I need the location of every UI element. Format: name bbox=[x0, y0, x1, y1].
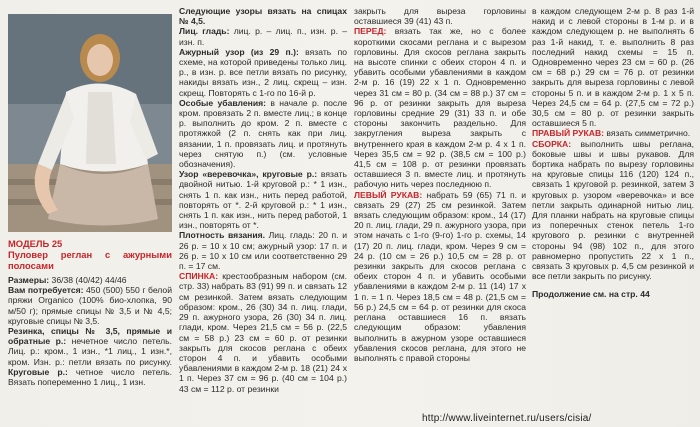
stockinette-label: Лиц. гладь: bbox=[179, 26, 230, 37]
sizes-paragraph bbox=[8, 275, 172, 285]
rope-value: вязать двойной нитью. 1-й круговой р.: * 1 изн., снять 1 п. как изн., нить перед работой, повторять от *. 2-й круговой р.: * 1 изн., снять 1 п. как изн., нить перед работой, 1 изн., повторять от *. bbox=[179, 169, 347, 231]
gauge-value: Лиц. гладь: 20 п. и 26 р. = 10 х 10 см; ажурный узор: 17 п. и 26 р. = 10 х 10 см или соответственно 29 п. = 17 см. bbox=[179, 230, 347, 272]
front-label: ПЕРЕД: bbox=[354, 26, 387, 37]
round-label: Круговые р.: bbox=[8, 366, 68, 377]
back-paragraph bbox=[179, 271, 347, 393]
gauge-paragraph bbox=[179, 230, 347, 271]
materials-label: Вам потребуется: bbox=[8, 285, 84, 296]
lace-label: Ажурный узор (из 29 п.): bbox=[179, 46, 299, 57]
rib-value: нечетное число петель. Лиц. р.: кром., 1 изн., *1 лиц., 1 изн.*, кром. Изн. р.: петли вязать по рисунку. bbox=[8, 336, 172, 367]
left-sleeve-paragraph bbox=[354, 190, 526, 363]
rope-paragraph bbox=[179, 169, 347, 230]
decrease-paragraph bbox=[179, 98, 347, 169]
rib-paragraph bbox=[8, 326, 172, 387]
watermark-url: http://www.liveinternet.ru/users/cisia/ bbox=[422, 413, 592, 424]
materials-paragraph bbox=[8, 285, 172, 326]
rope-label: Узор «веревочка», круговые р.: bbox=[179, 169, 318, 180]
front-value: вязать так же, но с более короткими скосами реглана и с вырезом горловины. Для скосов реглана закрыть на высоте спинки с обеих сторон 4 п. и убавить особыми убавлениями в каждом 2-м р. 16 (19) 22 х 1 п. Одновременно через 31 см = 80 р. (34 см = 88 р.) 37 см = 96 р. от резинки закрыть для выреза горловины средние 29 (31) 33 п. и обе стороны закончить раздельно. Для закругления выреза закрыть с внутреннего края в каждом 2-м р. 4 х 1 п. Через 35,5 см = 92 р. (38,5 см = 100 р.) 41,5 см = 108 р. от резинки провязать оставшиеся 3 п. вместе лиц. и протянуть рабочую нить через последнюю п. bbox=[354, 26, 526, 190]
decrease-label: Особые убавления: bbox=[179, 97, 266, 108]
assembly-label: СБОРКА: bbox=[532, 138, 572, 149]
column-4 bbox=[532, 6, 694, 300]
model-title: МОДЕЛЬ 25 bbox=[8, 238, 63, 249]
right-sleeve-paragraph bbox=[532, 128, 694, 138]
left-sleeve-value: набрать 59 (65) 71 п. и связать 29 (27) 25 см резинкой. Затем вязать следующим образом: кром., 14 (17) 20 п. лиц. глади, 29 п. ажурного узора, при этом начать с 1-го (9-го) 1-го р. схемы, 14 (17) 20 п. лиц. глади, кром. Через 9 см = 24 р. (10 см = 26 р.) 10,5 см = 28 р. от резинки закрыть для скосов реглана с обеих сторон 4 п. и убавить особыми убавлениями в каждом 2-м р. 11 (14) 17 х 1 п. = 1 п. Через 18,5 см = 48 р. (21,5 см = 56 р.) 24,5 см = 64 р. от резинки для скоса реглана оставшиеся 16 п. вязать следующим образом: убавления выполнить в ажурном узоре оставшиеся убавления скосов реглана, для этого не выполнять с правой стороны bbox=[354, 189, 526, 363]
model-photo bbox=[8, 14, 172, 232]
round-value: четное число петель. Вязать попеременно 1 лиц., 1 изн. bbox=[8, 366, 172, 388]
patterns-intro: Следующие узоры вязать на спицах № 4,5. bbox=[179, 6, 347, 27]
back-continued: закрыть для выреза горловины оставшиеся 39 (41) 43 п. bbox=[354, 6, 526, 27]
stockinette-value: лиц. р. – лиц. п., изн. р. – изн. п. bbox=[179, 26, 347, 47]
model-photo-illustration bbox=[8, 14, 172, 232]
lace-paragraph bbox=[179, 47, 347, 98]
back-label: СПИНКА: bbox=[179, 271, 219, 282]
assembly-value: выполнить швы реглана, боковые швы и швы рукавов. Для бортика набрать по вырезу горловины на круговые спицы 116 (120) 124 п., связать 1 круговой р. резинкой, затем 3 круговых р. узором «веревочка» и все петли закрыть одинарной нитью лиц. Для планки набрать на круговые спицы из поперечных стенок петель 1-го кругового р. резинки с внутренней стороны 94 (98) 102 п., для этого равномерно пропустить 22 х 1 п., связать 3 круговых р. 4,5 см резинкой и все петли закрыть по рисунку. bbox=[532, 138, 694, 282]
lace-value: вязать по схеме, на которой приведены только лиц. р., в изн. р. все петли вязать по рисунку, накиды вязать изн., 2 лиц. скрещ – изн. скрещ. Повторять с 1-го по 16-й р. bbox=[179, 46, 347, 98]
materials-value: 450 (500) 550 г белой пряжи Organico (100% био-хлопка, 90 м/50 г); прямые спицы № 3,5 и № 4,5; круговые спицы № 3,5. bbox=[8, 285, 172, 326]
column-2 bbox=[179, 6, 347, 422]
assembly-paragraph bbox=[532, 139, 694, 282]
sizes-value: 36/38 (40/42) 44/46 bbox=[49, 275, 127, 285]
model-subtitle: Пуловер реглан с ажурными полосами bbox=[8, 249, 172, 271]
left-sleeve-label: ЛЕВЫЙ РУКАВ: bbox=[354, 189, 423, 200]
continued-note: Продолжение см. на стр. 44 bbox=[532, 289, 650, 300]
column-3 bbox=[354, 6, 526, 412]
sleeve-continued: в каждом следующем 2-м р. 8 раз 1-й накид и с левой стороны в 1-м р. и в каждом следующем р. не выполнять 6 раз 1-й накид, т. е. выполнить 8 раз последний накид схемы = 15 п. Одновременно через 23 см = 60 р. (26 см = 68 р.) 29 см = 76 р. от резинки закрыть для выреза горловины с левой стороны 5 п. и в каждом 2-м р. 1 х 5 п. Через 24,5 см = 64 р. (27,5 см = 72 р.) 30,5 см = 80 р. от резинки закрыть оставшиеся 5 п. bbox=[532, 6, 694, 129]
rib-label: Резинка, спицы № 3,5, прямые и обратные р.: bbox=[8, 326, 172, 347]
right-sleeve-label: ПРАВЫЙ РУКАВ: bbox=[532, 128, 605, 139]
column-1 bbox=[8, 238, 172, 387]
back-value: крестообразным набором (см. стр. 33) набрать 83 (91) 99 п. и связать 12 см резинкой. Затем вязать следующим образом: кром., 26 (30) 34 п. лиц. глади, 29 п. ажурного узора, 26 (30) 34 п. лиц. глади, кром. Через 21,5 см = 56 р. (22,5 см = 58 р.) 23 см = 60 р. от резинки закрыть для скосов реглана с обеих сторон 4 п. и убавить особыми убавлениями в каждом 2-м р. 18 (21) 24 х 1 п. Через 37 см = 96 р. (40 см = 104 р.) 43 см = 112 р. от резинки bbox=[179, 271, 347, 394]
stockinette-paragraph bbox=[179, 26, 347, 46]
decrease-value: в начале р. после кром. провязать 2 п. вместе лиц.; в конце р. выполнить до кром. 2 п. вместе с протяжкой (2 п. снять как при лиц. вязании, 1 п. провязать лиц. и протянуть через снятую п.) (см. условные обозначения). bbox=[179, 97, 347, 170]
gauge-label: Плотность вязания. bbox=[179, 230, 266, 241]
sizes-label: Размеры: bbox=[8, 275, 50, 285]
front-paragraph bbox=[354, 26, 526, 189]
right-sleeve-value: вязать симметрично. bbox=[604, 128, 691, 139]
